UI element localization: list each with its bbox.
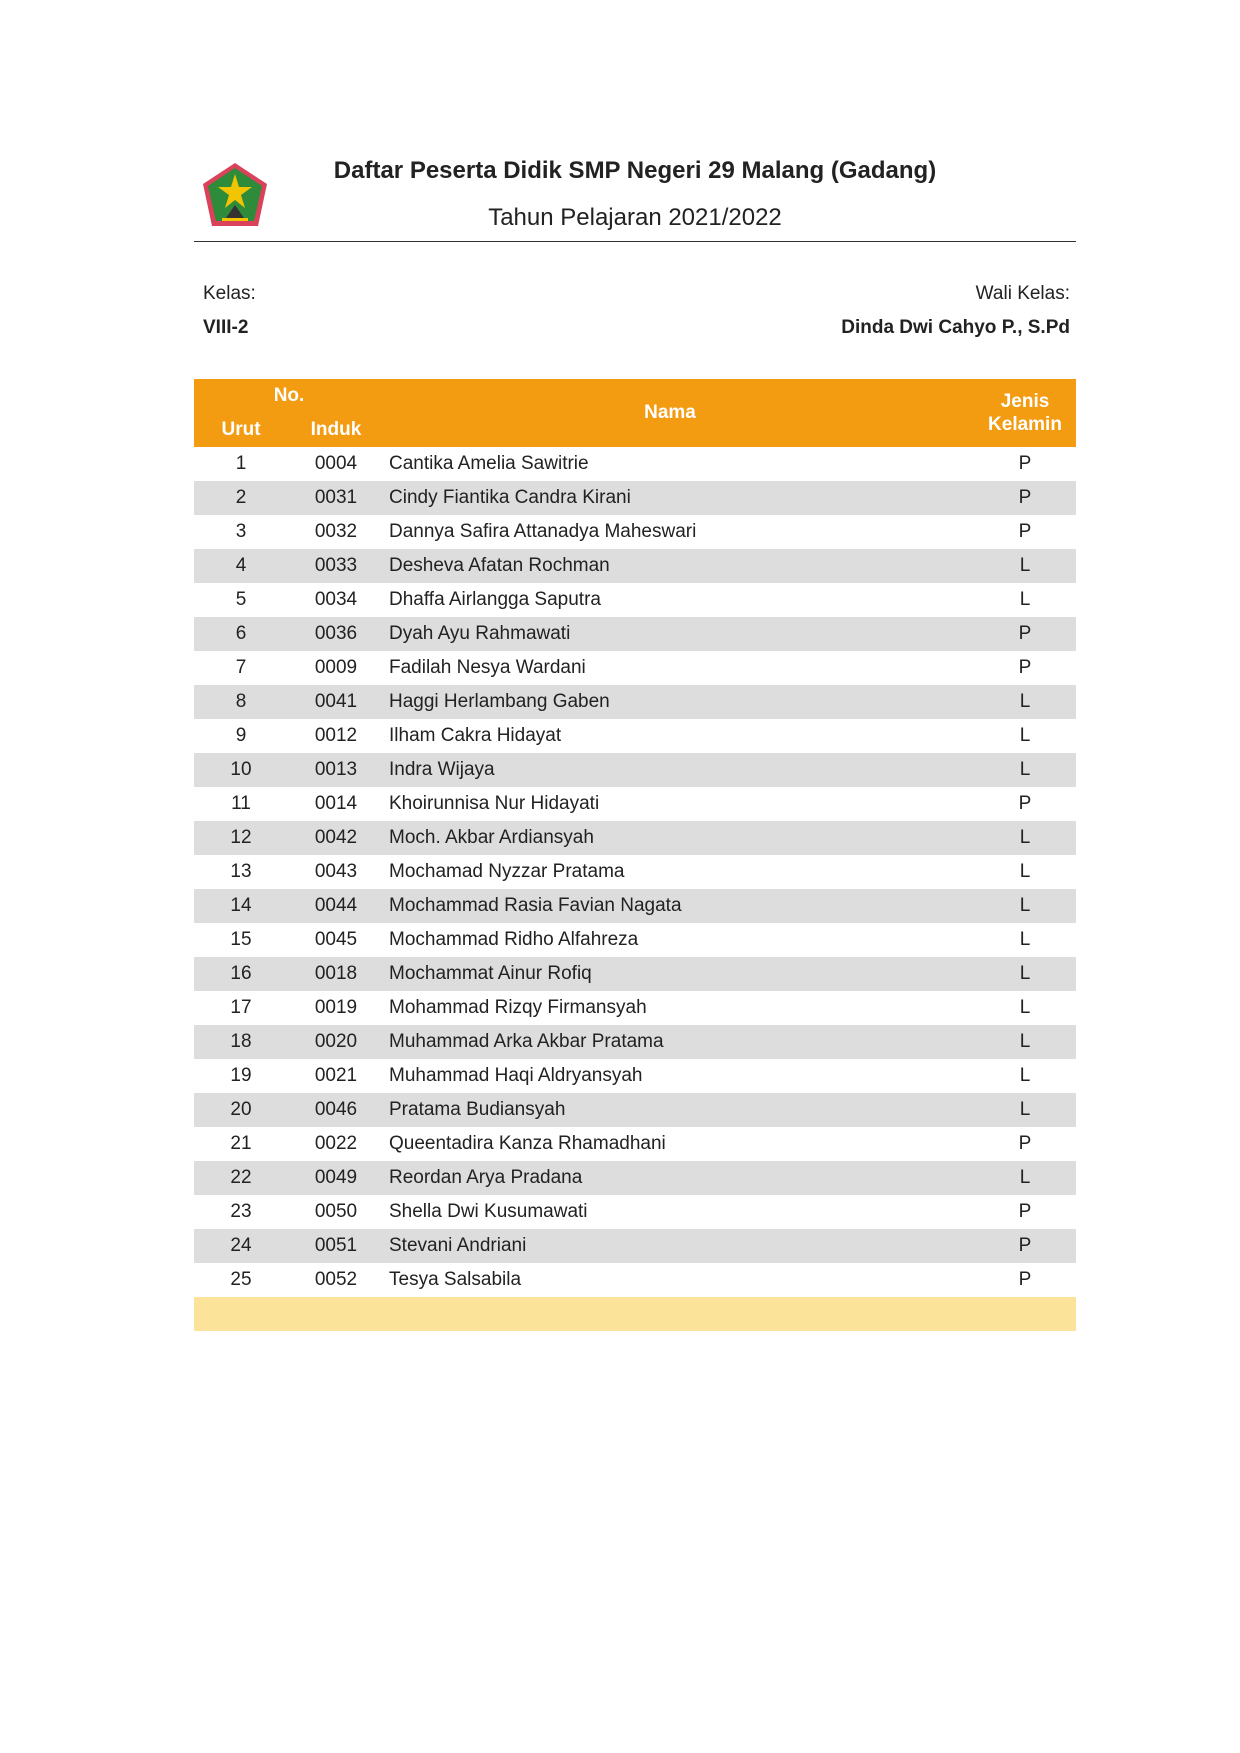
cell-induk: 0044 xyxy=(314,895,358,916)
cell-induk: 0052 xyxy=(314,1269,358,1290)
cell-urut: 21 xyxy=(230,1133,252,1154)
cell-nama: Mochammad Ridho Alfahreza xyxy=(389,929,639,950)
table-row xyxy=(194,855,1076,889)
cell-induk: 0033 xyxy=(314,555,358,576)
cell-urut: 23 xyxy=(230,1201,252,1222)
cell-jenis-kelamin: L xyxy=(1019,997,1031,1018)
cell-jenis-kelamin: L xyxy=(1019,861,1031,882)
cell-jenis-kelamin: L xyxy=(1019,725,1031,746)
table-row xyxy=(194,1229,1076,1263)
cell-induk: 0022 xyxy=(314,1133,358,1154)
cell-induk: 0019 xyxy=(314,997,358,1018)
cell-nama: Dyah Ayu Rahmawati xyxy=(389,623,571,644)
cell-nama: Moch. Akbar Ardiansyah xyxy=(389,827,594,848)
cell-induk: 0049 xyxy=(314,1167,358,1188)
cell-urut: 16 xyxy=(230,963,252,984)
table-row xyxy=(194,447,1076,481)
table-header xyxy=(194,379,1076,447)
cell-urut: 24 xyxy=(230,1235,252,1256)
table-row xyxy=(194,651,1076,685)
table-row xyxy=(194,991,1076,1025)
header-nama: Nama xyxy=(644,402,696,423)
cell-induk: 0021 xyxy=(314,1065,358,1086)
cell-urut: 19 xyxy=(230,1065,252,1086)
cell-induk: 0013 xyxy=(314,759,358,780)
header-no: No. xyxy=(273,385,305,406)
cell-induk: 0032 xyxy=(314,521,358,542)
cell-urut: 8 xyxy=(235,691,247,712)
cell-nama: Khoirunnisa Nur Hidayati xyxy=(389,793,600,814)
cell-urut: 4 xyxy=(235,555,247,576)
table-row xyxy=(194,787,1076,821)
header-jenis-kelamin xyxy=(974,390,1076,436)
cell-urut: 12 xyxy=(230,827,252,848)
malang-city-emblem-icon xyxy=(200,160,270,230)
header-urut: Urut xyxy=(221,419,261,440)
cell-jenis-kelamin: P xyxy=(1018,623,1032,644)
cell-jenis-kelamin: L xyxy=(1019,555,1031,576)
cell-nama: Mohammad Rizqy Firmansyah xyxy=(389,997,647,1018)
cell-jenis-kelamin: P xyxy=(1018,1269,1032,1290)
table-row xyxy=(194,685,1076,719)
cell-jenis-kelamin: L xyxy=(1019,1031,1031,1052)
cell-jenis-kelamin: L xyxy=(1019,691,1031,712)
cell-induk: 0043 xyxy=(314,861,358,882)
cell-jenis-kelamin: P xyxy=(1018,657,1032,678)
table-row xyxy=(194,889,1076,923)
table-row xyxy=(194,1025,1076,1059)
cell-induk: 0051 xyxy=(314,1235,358,1256)
cell-nama: Mochamad Nyzzar Pratama xyxy=(389,861,625,882)
table-row xyxy=(194,957,1076,991)
cell-induk: 0041 xyxy=(314,691,358,712)
cell-nama: Mochammat Ainur Rofiq xyxy=(389,963,592,984)
table-row xyxy=(194,617,1076,651)
cell-jenis-kelamin: P xyxy=(1018,487,1032,508)
cell-urut: 22 xyxy=(230,1167,252,1188)
cell-urut: 17 xyxy=(230,997,252,1018)
cell-induk: 0031 xyxy=(314,487,358,508)
table-row xyxy=(194,821,1076,855)
cell-nama: Mochammad Rasia Favian Nagata xyxy=(389,895,682,916)
cell-induk: 0046 xyxy=(314,1099,358,1120)
cell-jenis-kelamin: L xyxy=(1019,1099,1031,1120)
cell-nama: Haggi Herlambang Gaben xyxy=(389,691,610,712)
cell-induk: 0014 xyxy=(314,793,358,814)
student-table xyxy=(194,379,1076,1331)
cell-induk: 0009 xyxy=(314,657,358,678)
document-subtitle: Tahun Pelajaran 2021/2022 xyxy=(488,204,782,231)
table-body xyxy=(194,447,1076,1297)
table-footer xyxy=(194,1297,1076,1331)
cell-urut: 3 xyxy=(235,521,247,542)
cell-urut: 18 xyxy=(230,1031,252,1052)
cell-induk: 0036 xyxy=(314,623,358,644)
table-row xyxy=(194,1059,1076,1093)
cell-nama: Ilham Cakra Hidayat xyxy=(389,725,562,746)
cell-jenis-kelamin: L xyxy=(1019,1065,1031,1086)
cell-urut: 11 xyxy=(231,793,251,814)
header-jenis: Jenis xyxy=(1000,391,1050,412)
cell-jenis-kelamin: P xyxy=(1018,521,1032,542)
cell-induk: 0045 xyxy=(314,929,358,950)
cell-jenis-kelamin: L xyxy=(1019,759,1031,780)
cell-jenis-kelamin: L xyxy=(1019,827,1031,848)
cell-nama: Reordan Arya Pradana xyxy=(389,1167,583,1188)
cell-nama: Dannya Safira Attanadya Maheswari xyxy=(389,521,697,542)
table-row xyxy=(194,583,1076,617)
cell-nama: Desheva Afatan Rochman xyxy=(389,555,610,576)
table-row xyxy=(194,1127,1076,1161)
cell-nama: Queentadira Kanza Rhamadhani xyxy=(389,1133,666,1154)
cell-nama: Muhammad Haqi Aldryansyah xyxy=(389,1065,643,1086)
cell-nama: Fadilah Nesya Wardani xyxy=(389,657,586,678)
cell-induk: 0050 xyxy=(314,1201,358,1222)
table-row xyxy=(194,1093,1076,1127)
cell-jenis-kelamin: L xyxy=(1019,589,1031,610)
cell-urut: 1 xyxy=(235,453,247,474)
cell-induk: 0034 xyxy=(314,589,358,610)
cell-nama: Muhammad Arka Akbar Pratama xyxy=(389,1031,664,1052)
cell-nama: Dhaffa Airlangga Saputra xyxy=(389,589,601,610)
cell-jenis-kelamin: P xyxy=(1018,1133,1032,1154)
cell-nama: Cantika Amelia Sawitrie xyxy=(389,453,589,474)
cell-jenis-kelamin: P xyxy=(1018,1201,1032,1222)
cell-urut: 10 xyxy=(230,759,252,780)
cell-jenis-kelamin: L xyxy=(1019,929,1031,950)
table-row xyxy=(194,549,1076,583)
header-divider xyxy=(194,241,1076,242)
cell-urut: 6 xyxy=(235,623,247,644)
cell-urut: 5 xyxy=(235,589,247,610)
cell-nama: Tesya Salsabila xyxy=(389,1269,522,1290)
cell-induk: 0020 xyxy=(314,1031,358,1052)
cell-nama: Shella Dwi Kusumawati xyxy=(389,1201,588,1222)
cell-urut: 13 xyxy=(230,861,252,882)
cell-urut: 9 xyxy=(235,725,247,746)
cell-urut: 20 xyxy=(230,1099,252,1120)
table-row xyxy=(194,753,1076,787)
cell-jenis-kelamin: L xyxy=(1019,963,1031,984)
wali-kelas-value: Dinda Dwi Cahyo P., S.Pd xyxy=(841,317,1070,338)
cell-jenis-kelamin: P xyxy=(1018,453,1032,474)
cell-jenis-kelamin: P xyxy=(1018,793,1032,814)
cell-induk: 0042 xyxy=(314,827,358,848)
header-induk: Induk xyxy=(310,419,362,440)
cell-jenis-kelamin: P xyxy=(1018,1235,1032,1256)
cell-urut: 7 xyxy=(235,657,247,678)
table-row xyxy=(194,481,1076,515)
cell-induk: 0004 xyxy=(314,453,358,474)
table-row xyxy=(194,1195,1076,1229)
cell-urut: 25 xyxy=(230,1269,252,1290)
cell-nama: Stevani Andriani xyxy=(389,1235,527,1256)
cell-urut: 15 xyxy=(230,929,252,950)
wali-kelas-label: Wali Kelas: xyxy=(975,283,1070,304)
cell-nama: Pratama Budiansyah xyxy=(389,1099,566,1120)
document-title: Daftar Peserta Didik SMP Negeri 29 Malang (Gadang) xyxy=(333,157,937,184)
cell-jenis-kelamin: L xyxy=(1019,1167,1031,1188)
table-row xyxy=(194,719,1076,753)
table-row xyxy=(194,923,1076,957)
header-kelamin: Kelamin xyxy=(988,414,1062,435)
cell-nama: Indra Wijaya xyxy=(389,759,495,780)
cell-jenis-kelamin: L xyxy=(1019,895,1031,916)
cell-nama: Cindy Fiantika Candra Kirani xyxy=(389,487,631,508)
cell-urut: 2 xyxy=(235,487,247,508)
kelas-value: VIII-2 xyxy=(203,317,249,338)
table-row xyxy=(194,515,1076,549)
table-row xyxy=(194,1263,1076,1297)
cell-urut: 14 xyxy=(230,895,252,916)
kelas-label: Kelas: xyxy=(203,283,256,304)
cell-induk: 0012 xyxy=(314,725,358,746)
table-row xyxy=(194,1161,1076,1195)
cell-induk: 0018 xyxy=(314,963,358,984)
